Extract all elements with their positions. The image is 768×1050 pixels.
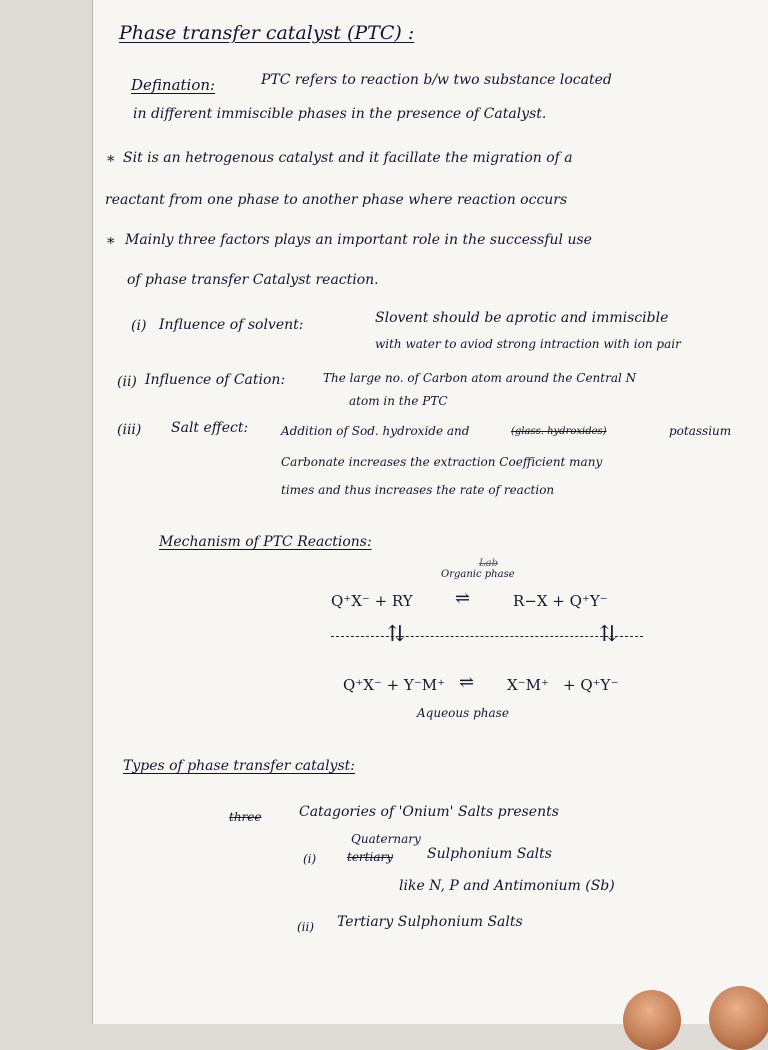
item-2-text: Tertiary Sulphonium Salts — [337, 914, 523, 930]
factor-3-label: Salt effect: — [171, 420, 249, 436]
equation-top-right: R−X + Q⁺Y⁻ — [513, 592, 608, 610]
mechanism-heading: Mechanism of PTC Reactions: — [159, 534, 372, 550]
types-heading: Types of phase transfer catalyst: — [123, 758, 355, 774]
page-title: Phase transfer catalyst (PTC) : — [119, 22, 415, 44]
equation-bottom-right: + Q⁺Y⁻ — [563, 676, 619, 694]
factor-3-num: (iii) — [117, 422, 142, 438]
organic-phase-label: Organic phase — [441, 569, 515, 580]
fingertip-right — [709, 986, 768, 1050]
bullet-1-line-1: Sit is an hetrogenous catalyst and it facillate the migration of a — [123, 150, 573, 166]
factor-1-num: (i) — [131, 318, 147, 334]
equation-bottom-mid: X⁻M⁺ — [507, 676, 549, 694]
bullet-1-line-2: reactant from one phase to another phase where reaction occurs — [105, 192, 568, 208]
item-1-line-2: like N, P and Antimonium (Sb) — [399, 878, 615, 894]
item-1-struck: tertiary — [347, 850, 393, 864]
item-1-rest: Sulphonium Salts — [427, 846, 552, 862]
equation-top-left: Q⁺X⁻ + RY — [331, 592, 413, 610]
bullet-mark-1: * — [107, 152, 115, 170]
exchange-arrow-right: ⇅ — [599, 622, 618, 647]
fingertip-left — [623, 990, 681, 1050]
factor-1-label: Influence of solvent: — [159, 317, 304, 333]
definition-line-2: in different immiscible phases in the presence of Catalyst. — [133, 106, 547, 122]
bullet-2-line-2: of phase transfer Catalyst reaction. — [127, 272, 379, 288]
factor-1-line-1: Slovent should be aprotic and immiscible — [375, 310, 669, 326]
notebook-page — [92, 0, 768, 1024]
bullet-mark-2: * — [107, 234, 115, 252]
phase-boundary-line — [331, 636, 643, 637]
types-struck-word: three — [229, 810, 262, 824]
exchange-arrow-left: ⇅ — [387, 622, 406, 647]
equation-bottom-left: Q⁺X⁻ + Y⁻M⁺ — [343, 676, 446, 694]
definition-line-1: PTC refers to reaction b/w two substance located — [261, 72, 612, 88]
factor-3-struck: (glass. hydroxides) — [511, 426, 607, 437]
item-1-num: (i) — [303, 852, 317, 866]
factor-1-line-2: with water to aviod strong intraction with ion pair — [375, 337, 681, 351]
factor-3-line-1b: potassium — [669, 424, 732, 438]
equilibrium-arrow-top: ⇌ — [455, 588, 471, 609]
factor-2-line-2: atom in the PTC — [349, 394, 448, 408]
factor-3-line-2: Carbonate increases the extraction Coefficient many — [281, 455, 603, 469]
item-2-num: (ii) — [297, 920, 315, 934]
definition-label: Defination: — [131, 76, 216, 94]
bullet-2-line-1: Mainly three factors plays an important role in the successful use — [125, 232, 592, 248]
types-intro: Catagories of 'Onium' Salts presents — [299, 804, 559, 820]
factor-3-line-1: Addition of Sod. hydroxide and — [281, 424, 470, 438]
factor-2-num: (ii) — [117, 374, 137, 390]
aqueous-phase-label: Aqueous phase — [417, 706, 509, 720]
factor-2-line-1: The large no. of Carbon atom around the Central N — [323, 371, 637, 385]
factor-3-line-3: times and thus increases the rate of reaction — [281, 483, 555, 497]
equilibrium-arrow-bottom: ⇌ — [459, 672, 475, 693]
organic-phase-struck: Lab — [479, 558, 499, 569]
item-1-above: Quaternary — [351, 832, 421, 846]
factor-2-label: Influence of Cation: — [145, 372, 286, 388]
